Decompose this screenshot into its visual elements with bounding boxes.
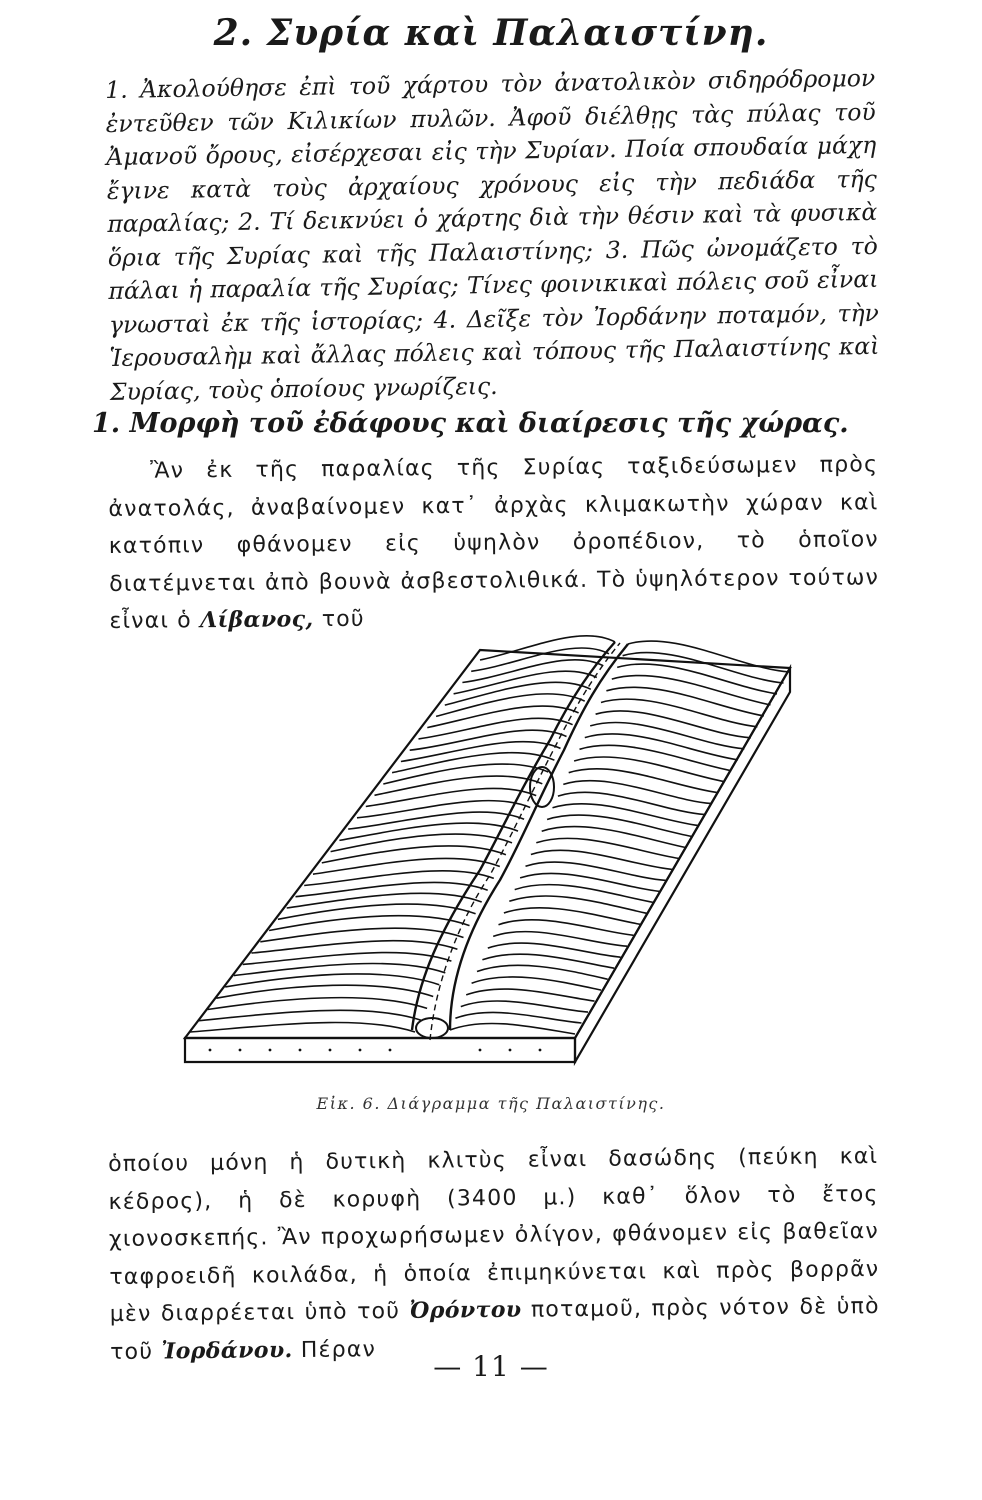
paragraph-text-end: Πέραν: [300, 1336, 377, 1363]
contour-line-west: [401, 742, 561, 762]
contour-line-east: [612, 676, 771, 705]
contour-line-east: [504, 908, 640, 925]
emphasis-lebanon: Λίβανος,: [199, 606, 314, 634]
contour-line-east: [499, 920, 634, 936]
exercises-block: 1. Ἀκολούθησε ἐπὶ τοῦ χάρτου τὸν ἀνατολικὸν σιδηρόδρομον ἐντεῦθεν τῶν Κιλικίων πυλῶν. Ἀφοῦ διέλθῃς τὰς πύλας τοῦ Ἀμανοῦ ὄρους, εἰσέρχεσαι εἰς τὴν Συρίαν. Ποία σπουδαία μάχη ἔγινε κατὰ τοὺς ἀρχαίους χρόνους εἰς τὴν πεδιάδα τῆς παραλίας; 2. Τί δεικνύει ὁ χάρτης διὰ τὴν θέσιν καὶ τὰ φυσικὰ ὅρια τῆς Συρίας καὶ τῆς Παλαιστίνης; 3. Πῶς ὠνομάζετο τὸ πάλαι ἡ παραλία τῆς Συρίας; Τίνες φοινικικαὶ πόλεις σοῦ εἶναι γνωσταὶ ἐκ τῆς ἱστορίας; 4. Δεῖξε τὸν Ἰορδάνην ποταμόν, τὴν Ἱερουσαλὴμ καὶ ἄλλας πόλεις καὶ τόπους τῆς Παλαιστίνης καὶ Συρίας, τοὺς ὁποίους γνωρίζεις.: [105, 63, 880, 406]
contour-line-west: [427, 706, 578, 728]
block-side-face: [575, 668, 790, 1062]
block-front-face: [185, 1038, 575, 1062]
palestine-relief-diagram: [150, 600, 850, 1080]
valley-floor: [430, 643, 620, 1040]
contour-line-east: [617, 664, 777, 694]
body-paragraph-2: [108, 1138, 880, 1371]
contour-line-east: [585, 734, 738, 760]
contour-line-west: [419, 718, 573, 739]
contour-line-west: [462, 660, 603, 683]
contour-line-west: [375, 776, 543, 795]
emphasis-orontes: Ὀρόντου: [409, 1296, 522, 1324]
contour-line-west: [445, 682, 591, 705]
emphasis-jordan: Ἰορδάνου.: [161, 1336, 293, 1364]
contour-line-west: [208, 998, 428, 1010]
contour-line-west: [348, 812, 524, 829]
contour-line-west: [304, 871, 494, 886]
contour-line-west: [190, 1022, 415, 1032]
contour-line-west: [392, 753, 554, 773]
contour-line-west: [216, 985, 433, 998]
contour-line-west: [260, 928, 463, 942]
contour-line-west: [383, 764, 548, 784]
contour-line-east: [466, 989, 594, 1001]
contour-line-west: [410, 730, 567, 750]
contour-line-east: [461, 1001, 588, 1012]
contour-line-west: [243, 953, 452, 965]
contour-line-east: [472, 977, 601, 990]
contour-line-west: [287, 893, 482, 908]
paragraph-text: Ἂν ἐκ τῆς παραλίας τῆς Συρίας ταξιδεύσωμεν πρὸς ἀνατολάς, ἀναβαίνομεν κατ᾽ ἀρχὰς κλιμακωτὴν χώραν καὶ κατόπιν φθάνομεν εἰς ὑψηλὸν ὀροπέδιον, τὸ ὁποῖον διατέμνεται ἀπὸ βουνὰ ἀσβεστολιθικά. Τὸ ὑψηλότερον τούτων εἶναι ὁ: [108, 452, 880, 634]
page-number: — 11 —: [433, 1350, 549, 1383]
contour-line-east: [509, 896, 646, 913]
figure-caption: Εἰκ. 6. Διάγραμμα τῆς Παλαιστίνης.: [316, 1094, 666, 1113]
contour-line-east: [455, 1012, 581, 1023]
contour-line-west: [313, 858, 500, 874]
paragraph-text-end: τοῦ: [321, 606, 365, 633]
front-dots: [209, 1049, 542, 1052]
contour-line-east: [450, 1023, 575, 1034]
paragraph-text: ὁποίου μόνη ἡ δυτικὴ κλιτὺς εἶναι δασώδης (πεύκη καὶ κέδρος), ἡ δὲ κορυφὴ (3400 μ.) καθ᾽ ὅλον τὸ ἔτος χιονοσκεπής. Ἂν προχωρήσωμεν ὀλίγον, φθάνομεν εἰς βαθεῖαν ταφροειδῆ κοιλάδα, ἡ ὁποία ἐπιμηκύνεται καὶ πρὸς βορρᾶν μὲν διαρρέεται ὑπὸ τοῦ: [108, 1143, 880, 1327]
contour-line-west: [454, 671, 597, 694]
paragraph-text-mid: ποταμοῦ, πρὸς νότον δὲ ὑπὸ τοῦ: [110, 1293, 880, 1365]
section-heading: 1. Μορφὴ τοῦ ἐδάφους καὶ διαίρεσις τῆς χώρας.: [92, 408, 849, 439]
contour-line-east: [623, 653, 784, 683]
contour-line-east: [580, 745, 732, 770]
contour-line-east: [547, 815, 692, 836]
chapter-title: 2. Συρία καὶ Παλαιστίνη.: [213, 12, 769, 54]
contour-line-west: [252, 941, 458, 953]
relief-contours: [190, 636, 790, 1034]
contour-line-west: [436, 694, 585, 717]
contour-line-west: [199, 1010, 421, 1020]
